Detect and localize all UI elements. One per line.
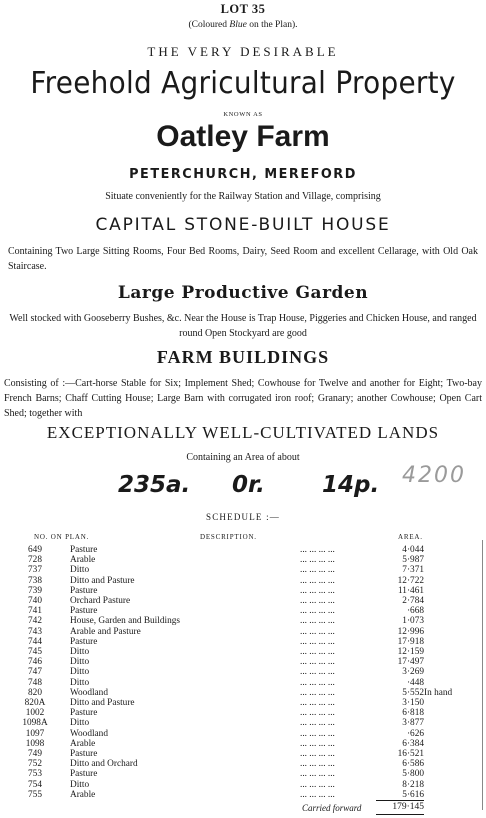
parcel-area: 12·996 (397, 626, 424, 637)
parcel-description: Arable (70, 789, 96, 800)
parcel-area: 6·818 (402, 708, 424, 719)
schedule-table (0, 545, 474, 800)
parcel-area: ·626 (406, 728, 424, 739)
parcel-note (424, 627, 474, 637)
parcel-area: 17·497 (397, 657, 424, 668)
total-rule-top (376, 800, 424, 801)
plan-number: 745 (28, 647, 42, 658)
lot-number: LOT 35 (220, 2, 266, 16)
plan-number: 1098A (22, 718, 48, 729)
plan-number: 749 (28, 749, 42, 760)
parcel-note (424, 729, 474, 739)
parcel-description: Pasture (70, 545, 98, 555)
leader-dots: ... ... ... ... (300, 616, 335, 627)
plan-number: 754 (28, 779, 42, 790)
plan-number: 743 (28, 626, 42, 637)
roods-value: 0r. (232, 472, 265, 498)
leader-dots: ... ... ... ... (300, 789, 335, 800)
situate-line: Situate conveniently for the Railway Station and Village, comprising (105, 191, 381, 202)
parcel-description: Ditto (70, 677, 90, 688)
acres-value: 235a. (118, 472, 191, 498)
table-row (0, 586, 474, 596)
parcel-area: 4·044 (402, 545, 424, 555)
leader-dots: ... ... ... ... (300, 545, 335, 555)
property-type-heading: Freehold Agricultural Property (30, 66, 456, 101)
table-row (0, 739, 474, 749)
house-description: Containing Two Large Sitting Rooms, Four Bed Rooms, Dairy, Seed Room and excellent Cellarage, with Old Oak Staircase. (8, 246, 478, 272)
parcel-area: 8·218 (402, 779, 424, 790)
leader-dots: ... ... ... ... (300, 728, 335, 739)
leader-dots: ... ... ... ... (300, 636, 335, 647)
plan-number: 742 (28, 616, 42, 627)
table-row (0, 759, 474, 769)
parcel-area: 6·384 (402, 738, 424, 749)
parcel-description: Pasture (70, 606, 98, 617)
leader-dots: ... ... ... ... (300, 626, 335, 637)
parcel-description: Pasture (70, 585, 98, 596)
parcel-note (424, 698, 474, 708)
carried-forward-label: Carried forward (302, 803, 362, 813)
parcel-area: 17·918 (397, 636, 424, 647)
table-row (0, 708, 474, 718)
parcel-area: 7·371 (402, 565, 424, 576)
parcel-note (424, 759, 474, 769)
colour-note (0, 20, 486, 30)
leader-dots: ... ... ... ... (300, 759, 335, 770)
parcel-area: 3·150 (402, 698, 424, 709)
plan-number: 728 (28, 555, 42, 566)
plan-number: 738 (28, 575, 42, 586)
parcel-description: Arable (70, 555, 96, 566)
parcel-description: Woodland (70, 728, 108, 739)
margin-rule (482, 540, 483, 810)
parcel-description: Ditto (70, 657, 90, 668)
column-area: AREA. (398, 533, 423, 541)
leader-dots: ... ... ... ... (300, 555, 335, 566)
parcel-note (424, 678, 474, 688)
leader-dots: ... ... ... ... (300, 575, 335, 586)
parcel-note (424, 769, 474, 779)
table-row (0, 678, 474, 688)
lands-heading: EXCEPTIONALLY WELL-CULTIVATED LANDS (46, 423, 440, 442)
table-row (0, 606, 474, 616)
plan-number: 744 (28, 636, 42, 647)
leader-dots: ... ... ... ... (300, 565, 335, 576)
handwritten-note: 4200 (402, 463, 466, 488)
parcel-note (424, 790, 474, 800)
garden-description: Well stocked with Gooseberry Bushes, &c. Near the House is Trap House, Piggeries and Chicken House, and ranged round Open Stockyard are good (9, 313, 477, 339)
parcel-note (424, 545, 474, 555)
parcel-description: Ditto and Pasture (70, 575, 135, 586)
parcel-note (424, 647, 474, 657)
table-row (0, 627, 474, 637)
table-row (0, 596, 474, 606)
table-row (0, 688, 474, 698)
plan-number: 752 (28, 759, 42, 770)
column-description: DESCRIPTION. (200, 533, 257, 541)
parcel-description: Ditto (70, 667, 90, 678)
table-row (0, 780, 474, 790)
parcel-description: House, Garden and Buildings (70, 616, 180, 627)
leader-dots: ... ... ... ... (300, 769, 335, 780)
parcel-note (424, 565, 474, 575)
parcel-note (424, 718, 474, 728)
parcel-area: 11·461 (398, 585, 424, 596)
plan-number: 748 (28, 677, 42, 688)
plan-number: 755 (28, 789, 42, 800)
parcel-description: Ditto (70, 779, 90, 790)
parcel-note (424, 667, 474, 677)
leader-dots: ... ... ... ... (300, 779, 335, 790)
parcel-area: 12·722 (397, 575, 424, 586)
parcel-area: 3·269 (402, 667, 424, 678)
location-line: PETERCHURCH, MEREFORD (129, 166, 357, 182)
parcel-note (424, 708, 474, 718)
parcel-area: ·668 (406, 606, 424, 617)
parcel-description: Arable and Pasture (70, 626, 141, 637)
table-row (0, 647, 474, 657)
table-row (0, 555, 474, 565)
parcel-description: Ditto (70, 565, 90, 576)
plan-number: 740 (28, 596, 42, 607)
parcel-area: 2·784 (402, 596, 424, 607)
parcel-description: Woodland (70, 687, 108, 698)
parcel-area: 6·586 (402, 759, 424, 770)
buildings-description: Consisting of :—Cart-horse Stable for Six; Implement Shed; Cowhouse for Twelve and another for Eight; Two-bay French Barns; Chaff Cutting House; Large Barn with corrugated iron roof; Granary; another Cowhouse; Open Cart Shed; together with (4, 378, 482, 419)
total-rule-bottom (376, 814, 424, 815)
parcel-description: Orchard Pasture (70, 596, 131, 607)
leader-dots: ... ... ... ... (300, 687, 335, 698)
parcel-area: 1·073 (402, 616, 424, 627)
table-row (0, 545, 474, 555)
column-no-on-plan: NO. ON PLAN. (34, 533, 90, 541)
garden-heading: Large Productive Garden (117, 283, 369, 303)
leader-dots: ... ... ... ... (300, 677, 335, 688)
parcel-description: Ditto and Orchard (70, 759, 138, 770)
leader-dots: ... ... ... ... (300, 698, 335, 709)
parcel-note (424, 576, 474, 586)
leader-dots: ... ... ... ... (300, 585, 335, 596)
plan-number: 753 (28, 769, 42, 780)
leader-dots: ... ... ... ... (300, 596, 335, 607)
parcel-note (424, 739, 474, 749)
parcel-note (424, 657, 474, 667)
table-row (0, 637, 474, 647)
leader-dots: ... ... ... ... (300, 718, 335, 729)
very-desirable-line: THE VERY DESIRABLE (147, 44, 339, 59)
parcel-area: 12·159 (397, 647, 424, 658)
parcel-area: 5·987 (402, 555, 424, 566)
buildings-heading: FARM BUILDINGS (156, 347, 330, 367)
parcel-description: Pasture (70, 769, 98, 780)
area-intro: Containing an Area of about (186, 452, 300, 463)
parcel-note (424, 555, 474, 565)
leader-dots: ... ... ... ... (300, 667, 335, 678)
table-row (0, 576, 474, 586)
table-row (0, 667, 474, 677)
parcel-note (424, 596, 474, 606)
parcel-note (424, 616, 474, 626)
table-row (0, 749, 474, 759)
parcel-description: Ditto (70, 718, 90, 729)
parcel-description: Pasture (70, 708, 98, 719)
table-row (0, 565, 474, 575)
leader-dots: ... ... ... ... (300, 657, 335, 668)
leader-dots: ... ... ... ... (300, 749, 335, 760)
parcel-area: 3·877 (402, 718, 424, 729)
parcel-area: 5·616 (402, 789, 424, 800)
plan-number: 739 (28, 585, 42, 596)
plan-number: 820A (24, 698, 46, 709)
parcel-note (424, 780, 474, 790)
parcel-description: Ditto and Pasture (70, 698, 135, 709)
plan-number: 741 (28, 606, 42, 617)
known-as-label: KNOWN AS (223, 111, 263, 118)
leader-dots: ... ... ... ... (300, 647, 335, 658)
parcel-note (424, 606, 474, 616)
table-row (0, 729, 474, 739)
parcel-area: 5·800 (402, 769, 424, 780)
parcel-area: 5·552 (402, 687, 424, 698)
leader-dots: ... ... ... ... (300, 606, 335, 617)
plan-number: 746 (28, 657, 42, 668)
leader-dots: ... ... ... ... (300, 708, 335, 719)
table-row (0, 616, 474, 626)
table-row (0, 698, 474, 708)
plan-number: 820 (28, 687, 42, 698)
plan-number: 1097 (25, 728, 45, 739)
parcel-description: Pasture (70, 636, 98, 647)
plan-number: 747 (28, 667, 42, 678)
farm-name-heading: Oatley Farm (156, 120, 330, 153)
plan-number: 649 (28, 545, 42, 555)
colour-prefix: (Coloured (188, 20, 230, 30)
table-row (0, 769, 474, 779)
parcel-note: In hand (424, 687, 453, 698)
parcel-description: Pasture (70, 749, 98, 760)
table-row (0, 790, 474, 800)
parcel-area: ·448 (406, 677, 424, 688)
plan-number: 737 (28, 565, 42, 576)
parcel-note (424, 586, 474, 596)
plan-number: 1002 (25, 708, 45, 719)
house-heading: CAPITAL STONE-BUILT HOUSE (95, 215, 391, 235)
plan-number: 1098 (25, 738, 45, 749)
leader-dots: ... ... ... ... (300, 738, 335, 749)
colour-word: Blue (229, 20, 247, 30)
table-row (0, 718, 474, 728)
colour-suffix: on the Plan). (246, 20, 298, 30)
carried-forward-value: 179·145 (392, 802, 424, 812)
parcel-description: Ditto (70, 647, 90, 658)
parcel-area: 16·521 (397, 749, 424, 760)
schedule-heading: SCHEDULE :— (206, 512, 280, 522)
parcel-note (424, 637, 474, 647)
parcel-note (424, 749, 474, 759)
perches-value: 14p. (322, 472, 380, 498)
table-row (0, 657, 474, 667)
parcel-description: Arable (70, 738, 96, 749)
